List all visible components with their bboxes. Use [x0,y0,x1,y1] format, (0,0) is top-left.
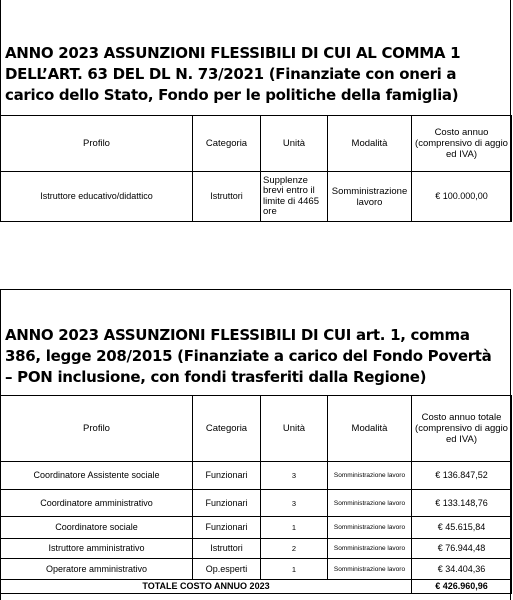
section2-title-line-3: – PON inclusione, con fondi trasferiti dalla Regione) [5,368,427,386]
cell-costo: € 34.404,36 [412,559,512,580]
section2-title-line-2: 386, legge 208/2015 (Finanziate a carico del Fondo Povertà [5,347,492,365]
table-row [1,539,512,559]
table-row [1,559,512,580]
section1-title-line-2: DELL’ART. 63 DEL DL N. 73/2021 (Finanziate con oneri a [5,65,457,83]
cell-profilo: Coordinatore Assistente sociale [1,462,193,490]
cell-profilo: Operatore amministrativo [1,559,193,580]
cell-categoria: Op.esperti [193,559,261,580]
cell-unita: Supplenze brevi entro il limite di 4465 ore [261,172,328,222]
header-costo: Costo annuo (comprensivo di aggio ed IVA) [412,116,512,172]
table-row [1,517,512,539]
cell-categoria: Istruttori [193,172,261,222]
cell-unita: 1 [261,559,328,580]
cell-modalita: Somministrazione lavoro [328,462,412,490]
cell-unita: 3 [261,462,328,490]
header-unita: Unità [261,116,328,172]
cell-categoria: Istruttori [193,539,261,559]
cell-unita: 1 [261,517,328,539]
section2-title [5,325,491,388]
cell-modalita: Somministrazione lavoro [328,559,412,580]
cell-costo: € 100.000,00 [412,172,512,222]
header-profilo: Profilo [1,116,193,172]
cell-unita: 3 [261,490,328,517]
header-costo: Costo annuo totale (comprensivo di aggio ed IVA) [412,396,512,462]
header-modalita: Modalità [328,116,412,172]
table-row [1,172,512,222]
total-row [1,580,512,594]
cell-modalita: Somministrazione lavoro [328,517,412,539]
cell-modalita: Somministrazione lavoro [328,539,412,559]
cell-categoria: Funzionari [193,462,261,490]
cell-modalita: Somministrazione lavoro [328,172,412,222]
section1-title-line-1: ANNO 2023 ASSUNZIONI FLESSIBILI DI CUI AL COMMA 1 [5,44,461,62]
cell-categoria: Funzionari [193,517,261,539]
cell-unita: 2 [261,539,328,559]
cell-profilo: Istruttore educativo/didattico [1,172,193,222]
total-label: TOTALE COSTO ANNUO 2023 [1,580,412,594]
cell-modalita: Somministrazione lavoro [328,490,412,517]
cell-profilo: Istruttore amministrativo [1,539,193,559]
total-value: € 426.960,96 [412,580,512,594]
table-row [1,462,512,490]
header-modalita: Modalità [328,396,412,462]
table-row [1,490,512,517]
cell-profilo: Coordinatore amministrativo [1,490,193,517]
section1-table [0,115,512,222]
cell-costo: € 76.944,48 [412,539,512,559]
cell-costo: € 136.847,52 [412,462,512,490]
section2-table [0,395,512,594]
section2-top-border [0,289,511,290]
cell-costo: € 133.148,76 [412,490,512,517]
cell-profilo: Coordinatore sociale [1,517,193,539]
header-categoria: Categoria [193,116,261,172]
section2-title-line-1: ANNO 2023 ASSUNZIONI FLESSIBILI DI CUI art. 1, comma [5,326,470,344]
header-profilo: Profilo [1,396,193,462]
cell-categoria: Funzionari [193,490,261,517]
section1-title-line-3: carico dello Stato, Fondo per le politiche della famiglia) [5,86,459,104]
cell-costo: € 45.615,84 [412,517,512,539]
header-unita: Unità [261,396,328,462]
header-categoria: Categoria [193,396,261,462]
section1-title [5,43,460,106]
